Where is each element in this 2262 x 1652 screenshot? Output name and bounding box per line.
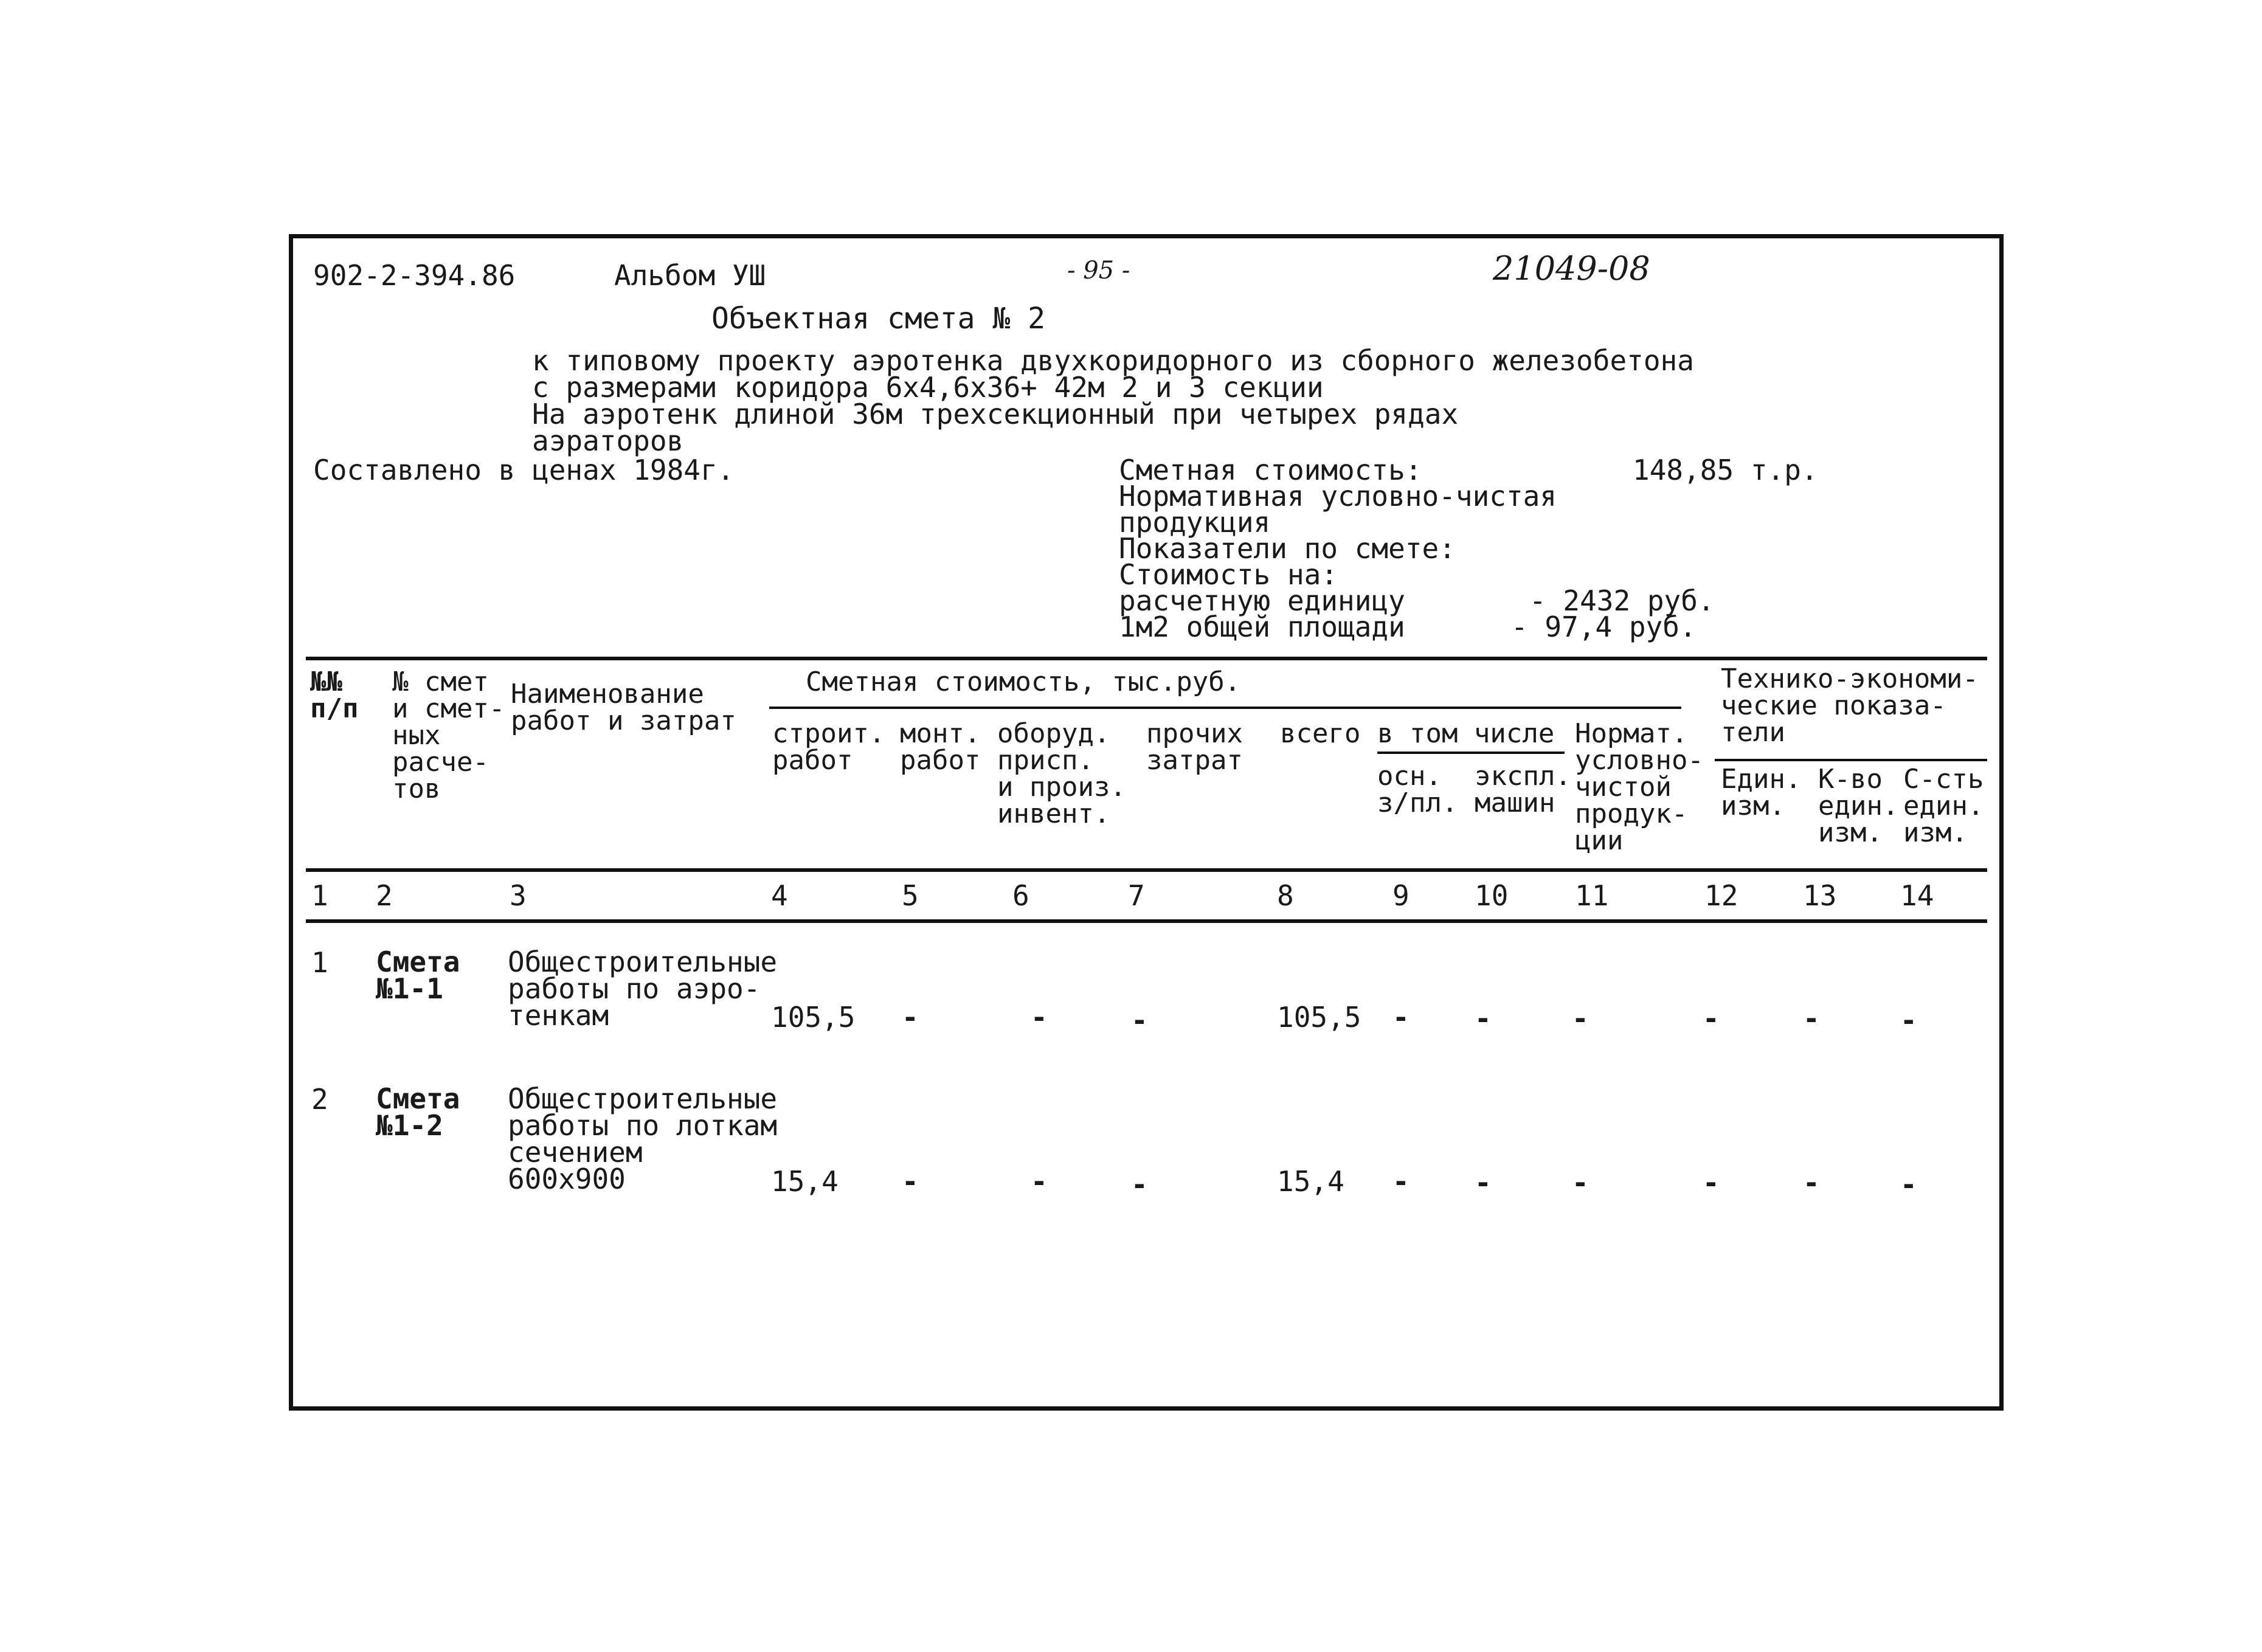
header-col-3: Наименование работ и затрат bbox=[511, 679, 736, 736]
header-col-9: осн. з/пл. bbox=[1377, 761, 1458, 818]
cost-per-label: Стоимость на: bbox=[1119, 558, 1338, 591]
subtitle-line-1: к типовому проекту аэротенка двухкоридорного из сборного железобетона bbox=[532, 344, 1694, 377]
tech-group-rule bbox=[1715, 759, 1987, 761]
subtitle-line-3: На аэротенк длиной 36м трехсекционный при четырех рядах bbox=[532, 398, 1459, 430]
header-col-11: Нормат. условно- чистой продук- ции bbox=[1575, 718, 1704, 856]
header-col-5: монт. работ bbox=[900, 718, 981, 776]
header-incl-group: в том числе bbox=[1377, 718, 1555, 749]
col-number-5: 5 bbox=[902, 879, 919, 912]
row-1-unit: - bbox=[1703, 1002, 1720, 1035]
row-1-total: 105,5 bbox=[1277, 1001, 1361, 1034]
header-col-12: Един. изм. bbox=[1721, 764, 1802, 821]
row-1-other: - bbox=[1131, 1004, 1148, 1037]
header-col-1: №№ п/п bbox=[310, 666, 359, 724]
row-1-name: Общестроительные работы по аэро- тенкам bbox=[508, 945, 778, 1032]
normative-line-2: продукция bbox=[1119, 506, 1271, 539]
doc-number: 21049-08 bbox=[1493, 249, 1650, 288]
row-2-machines: - bbox=[1475, 1166, 1492, 1199]
col-number-13: 13 bbox=[1803, 879, 1837, 912]
header-col-2: № смет и смет- ных расче- тов bbox=[392, 666, 505, 804]
header-cost-group: Сметная стоимость, тыс.руб. bbox=[806, 666, 1241, 697]
subtitle-line-2: с размерами коридора 6х4,6х36+ 42м 2 и 3 секции bbox=[532, 371, 1324, 404]
calc-unit-label: расчетную единицу bbox=[1119, 584, 1405, 617]
row-1-qty: - bbox=[1803, 1002, 1820, 1035]
row-1-normative: - bbox=[1572, 1002, 1589, 1035]
header-col-13: К-во един. изм. bbox=[1818, 764, 1899, 848]
area-label: 1м2 общей площади bbox=[1119, 610, 1405, 643]
col-number-1: 1 bbox=[311, 879, 328, 912]
header-tech-group: Технико-экономи- ческие показа- тели bbox=[1721, 663, 1979, 748]
row-1-equipment: - bbox=[1031, 1001, 1048, 1034]
col-number-11: 11 bbox=[1575, 879, 1609, 912]
album-label: Альбом УШ bbox=[614, 259, 766, 292]
row-2-unit: - bbox=[1703, 1166, 1720, 1199]
header-col-7: прочих затрат bbox=[1146, 718, 1243, 776]
row-2-normative: - bbox=[1572, 1166, 1589, 1199]
row-2-other: - bbox=[1131, 1168, 1148, 1201]
col-number-12: 12 bbox=[1704, 879, 1738, 912]
project-code: 902-2-394.86 bbox=[313, 259, 516, 292]
col-number-10: 10 bbox=[1475, 879, 1509, 912]
row-2-total: 15,4 bbox=[1277, 1165, 1344, 1198]
page-title: Объектная смета № 2 bbox=[711, 302, 1046, 336]
cost-group-rule bbox=[769, 707, 1681, 709]
row-1-machines: - bbox=[1475, 1002, 1492, 1035]
normative-line-1: Нормативная условно-чистая bbox=[1119, 480, 1557, 513]
header-bottom-rule bbox=[306, 868, 1987, 872]
col-number-6: 6 bbox=[1012, 879, 1029, 912]
row-2-estimate: Смета №1-2 bbox=[376, 1082, 460, 1142]
row-2-unit-cost: - bbox=[1900, 1168, 1917, 1201]
col-number-3: 3 bbox=[510, 879, 527, 912]
col-number-14: 14 bbox=[1900, 879, 1934, 912]
area-value: - 97,4 руб. bbox=[1511, 610, 1696, 643]
header-col-8: всего bbox=[1280, 718, 1361, 749]
page-number: - 95 - bbox=[1067, 257, 1130, 285]
header-col-14: С-сть един. изм. bbox=[1903, 764, 1984, 848]
row-2-installation: - bbox=[902, 1165, 919, 1198]
header-col-10: экспл. машин bbox=[1475, 761, 1571, 818]
row-1-unit-cost: - bbox=[1900, 1004, 1917, 1037]
col-number-7: 7 bbox=[1128, 879, 1145, 912]
indicators-label: Показатели по смете: bbox=[1119, 532, 1456, 565]
col-number-2: 2 bbox=[376, 879, 393, 912]
row-2-qty: - bbox=[1803, 1166, 1820, 1199]
column-numbers-rule bbox=[306, 919, 1987, 923]
row-2-construction: 15,4 bbox=[771, 1165, 839, 1198]
prices-note: Составлено в ценах 1984г. bbox=[313, 454, 735, 486]
header-col-4: строит. работ bbox=[772, 718, 885, 776]
calc-unit-value: - 2432 руб. bbox=[1529, 584, 1715, 617]
row-2-name: Общестроительные работы по лоткам сечением 600х900 bbox=[508, 1082, 778, 1195]
col-number-8: 8 bbox=[1277, 879, 1294, 912]
col-number-4: 4 bbox=[771, 879, 788, 912]
row-1-installation: - bbox=[902, 1001, 919, 1034]
row-2-wages: - bbox=[1392, 1165, 1409, 1198]
subtitle-line-4: аэраторов bbox=[532, 424, 684, 457]
row-2-num: 2 bbox=[311, 1083, 328, 1116]
row-1-construction: 105,5 bbox=[771, 1001, 856, 1034]
cost-value: 148,85 т.р. bbox=[1633, 454, 1818, 486]
row-1-estimate: Смета №1-1 bbox=[376, 945, 460, 1005]
incl-group-rule bbox=[1377, 752, 1565, 754]
row-1-num: 1 bbox=[311, 946, 328, 979]
row-1-wages: - bbox=[1392, 1001, 1409, 1034]
header-col-6: оборуд. присп. и произ. инвент. bbox=[997, 718, 1126, 829]
col-number-9: 9 bbox=[1392, 879, 1409, 912]
table-top-rule bbox=[306, 657, 1987, 660]
row-2-equipment: - bbox=[1031, 1165, 1048, 1198]
cost-label: Сметная стоимость: bbox=[1119, 454, 1422, 486]
